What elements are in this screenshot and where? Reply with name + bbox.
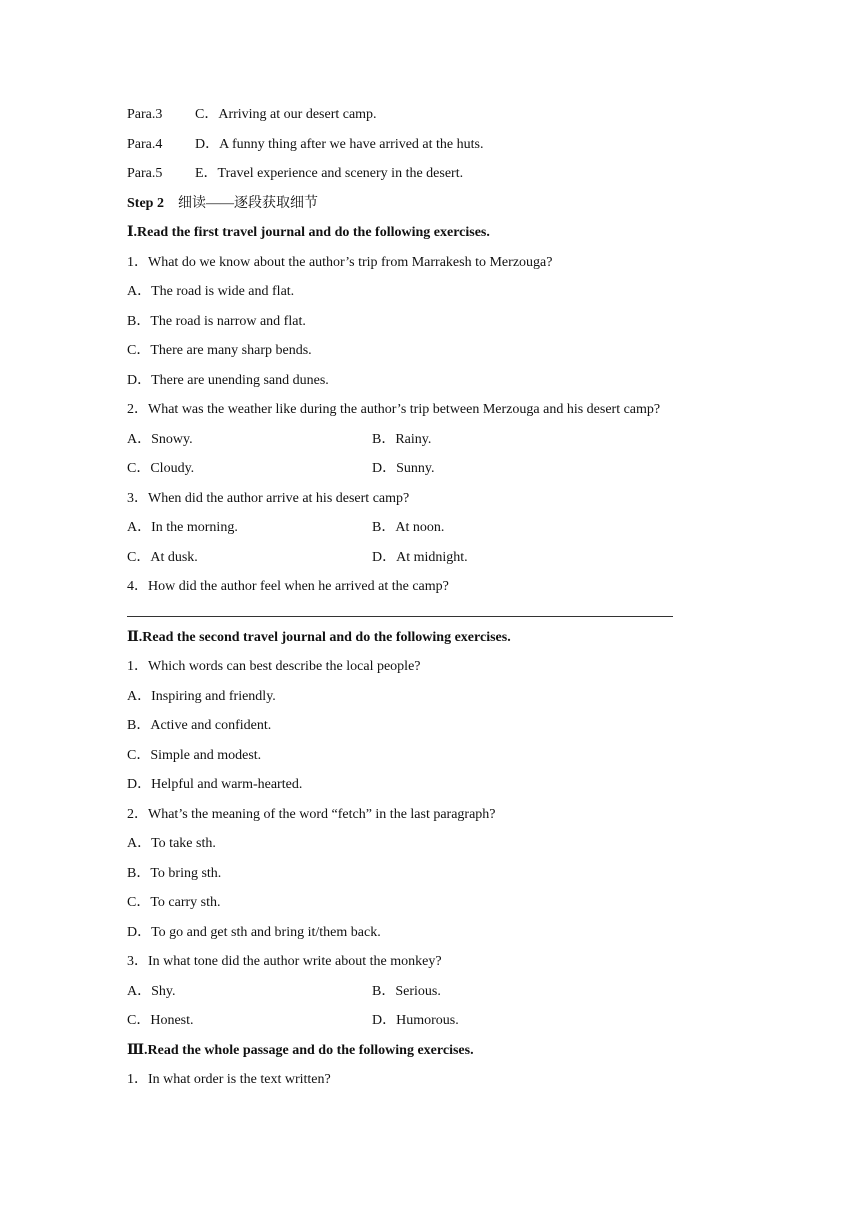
option-row	[127, 425, 747, 455]
option-row	[127, 454, 747, 484]
option: B．Rainy.	[372, 431, 432, 447]
option: D．Helpful and warm-hearted.	[127, 777, 303, 792]
option: A．To take sth.	[127, 836, 216, 851]
option: A．Snowy.	[127, 431, 193, 447]
match-option: C．Arriving at our desert camp.	[195, 107, 377, 122]
section-heading: Ⅱ.Read the second travel journal and do the following exercises.	[127, 629, 511, 645]
option: A．Inspiring and friendly.	[127, 688, 276, 704]
para-label: Para.3	[127, 107, 163, 122]
option-row	[127, 513, 747, 543]
match-option: D．A funny thing after we have arrived at the huts.	[195, 136, 484, 152]
option: A．In the morning.	[127, 520, 238, 535]
matching-row	[127, 159, 747, 189]
question-text: 3．When did the author arrive at his desert camp?	[127, 490, 410, 506]
step-label: Step 2	[127, 195, 164, 211]
option: A．Shy.	[127, 983, 176, 999]
option: C．At dusk.	[127, 549, 198, 565]
matching-row	[127, 130, 747, 160]
question-text: 2．What was the weather like during the author’s trip between Merzouga and his desert camp?	[127, 402, 661, 417]
question-text: 1．What do we know about the author’s trip from Marrakesh to Merzouga?	[127, 254, 553, 270]
worksheet-page	[127, 100, 747, 1095]
match-option: E．Travel experience and scenery in the desert.	[195, 166, 464, 181]
question-text: 4．How did the author feel when he arrived at the camp?	[127, 579, 449, 594]
option: B．At noon.	[372, 520, 445, 535]
option: C．There are many sharp bends.	[127, 343, 312, 358]
option: D．There are unending sand dunes.	[127, 372, 329, 388]
question-text: 2．What’s the meaning of the word “fetch” in the last paragraph?	[127, 806, 496, 822]
section-heading: Ⅲ.Read the whole passage and do the following exercises.	[127, 1042, 474, 1058]
option: D．Humorous.	[372, 1013, 459, 1028]
answer-blank-line	[127, 602, 747, 623]
option: D．Sunny.	[372, 461, 435, 476]
option: C．Honest.	[127, 1013, 194, 1028]
para-label: Para.4	[127, 136, 163, 152]
option: A．The road is wide and flat.	[127, 284, 295, 299]
option: C．To carry sth.	[127, 895, 221, 910]
section-heading: Ⅰ.Read the first travel journal and do the following exercises.	[127, 225, 490, 240]
option: D．At midnight.	[372, 549, 468, 565]
question-text: 3．In what tone did the author write about the monkey?	[127, 954, 442, 969]
question-text: 1．Which words can best describe the local people?	[127, 659, 421, 674]
option-row	[127, 1006, 747, 1036]
question-text: 1．In what order is the text written?	[127, 1072, 331, 1087]
option: B．To bring sth.	[127, 865, 222, 881]
option-row	[127, 543, 747, 573]
step-heading	[127, 189, 747, 219]
option: B．Serious.	[372, 983, 441, 999]
option: B．The road is narrow and flat.	[127, 313, 306, 329]
para-label: Para.5	[127, 166, 163, 181]
option: B．Active and confident.	[127, 718, 272, 733]
matching-row	[127, 100, 747, 130]
option: C．Cloudy.	[127, 461, 195, 476]
step-title: 细读——逐段获取细节	[177, 195, 318, 211]
option-row	[127, 977, 747, 1007]
option: C．Simple and modest.	[127, 747, 262, 763]
option: D．To go and get sth and bring it/them back.	[127, 924, 381, 940]
